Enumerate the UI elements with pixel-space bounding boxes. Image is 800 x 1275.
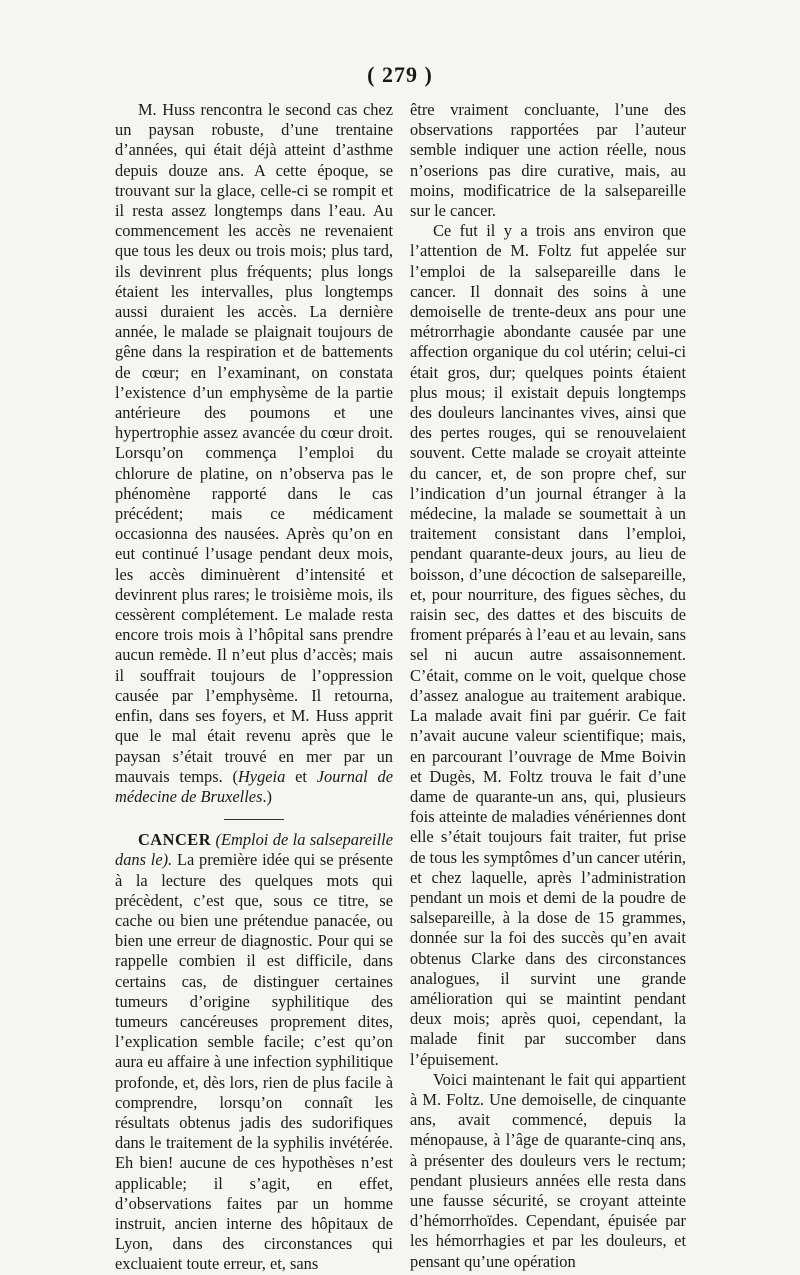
huss-case-paragraph: M. Huss rencontra le second cas chez un paysan robuste, d’une trentaine d’années, qui était déjà atteint d’asthme depuis douze ans. A cette époque, se trouvant sur la glace, celle-ci se rompit et il resta assez longtemps dans l’eau. Au commencement les accès ne revenaient que tous les deux ou trois mois; plus tard, ils devinrent plus fréquents; plus longs étaient les intervalles, plus longtemps aussi duraient les accès. La dernière année, le malade se plaignait toujours de gêne dans la respiration et de battements de cœur; en l’examinant, on constata l’existence d’un emphysème de la partie antérieure des poumons et une hypertrophie assez avancée du cœur droit. Lorsqu’on commença l’emploi du chlorure de platine, on n’observa pas le phénomène rapporté dans le cas précédent; mais ce médicament occasionna des nausées. Après qu’on en eut continué l’usage pendant deux mois, les accès diminuèrent d’intensité et devinrent plus rares; le troisième mois, ils cessèrent complétement. Le malade resta encore trois mois à l’hôpital sans prendre aucun remède. Il n’eut plus d’accès; mais il souffrait toujours de l’oppression causée par l’emphysème. Il retourna, enfin, dans ses foyers, et M. Huss apprit que le mal était revenu après que le paysan s’était trouvé en mer par un mauvais temps. (Hygeia et Journal de médecine de Bruxelles.) (115, 100, 393, 806)
cancer-paragraph (115, 830, 393, 1274)
source-hygeia: Hygeia (237, 766, 286, 786)
cancer-subtitle: (Emploi de la salsepareille dans le). (115, 830, 393, 870)
foltz-history-paragraph: Ce fut il y a trois ans environ que l’attention de M. Foltz fut appelée sur l’emploi de la salsepareille dans le cancer. Il donnait des soins à une demoiselle de trente-deux ans pour une métrorrhagie abondante causée par une affection organique du col utérin; celui-ci était gros, dur; quelques points étaient plus mous; il existait depuis longtemps des douleurs lancinantes vives, ainsi que des pertes rouges, qui se renouvelaient souvent. Cette malade se croyait atteinte du cancer, et, de son propre chef, sur l’indication d’un journal étranger à la médecine, la malade se soumettait à un traitement consistant dans l’emploi, pendant quarante-deux jours, au lieu de boisson, d’une décoction de salsepareille, et, pour nourriture, des figues sèches, du raisin sec, des dattes et des biscuits de froment préparés à l’eau et au levain, sans sel ni aucun autre assaisonnement. C’était, comme on le voit, quelque chose d’assez analogue au traitement arabique. La malade avait fini par guérir. Ce fait n’avait aucune valeur scientifique; mais, en parcourant l’ouvrage de Mme Boivin et Dugès, M. Foltz trouva le fait d’une dame de quarante-un ans, qui, plusieurs fois atteinte de maladies vénériennes dont elle s’était toujours fait traiter, fut prise de tous les symptômes d’un cancer utérin, et chez laquelle, après l’administration pendant un mois et demi de la poudre de salsepareille, à la dose de 15 grammes, donnée sur la foi des succès qu’en avait obtenus Clarke dans des circonstances analogues, il survint une grande amélioration qui se maintint pendant deux mois; après quoi, cependant, la malade finit par succomber dans l’épuisement. (410, 221, 686, 1069)
cancer-heading: CANCER (137, 830, 212, 850)
section-divider (224, 819, 284, 820)
cancer-text: La première idée qui se présente à la lecture des quelques mots qui précèdent, c’est que, sous ce titre, se cache ou bien une prétendue panacée, ou bien une erreur de diagnostic. Pour qui se rappelle combien il est difficile, dans certains cas, de distinguer certaines tumeurs d’origine syphilitique des tumeurs cancéreuses proprement dites, l’explication semble facile; c’est qu’on aura eu affaire à une infection syphilitique profonde, et, dès lors, rien de plus facile à comprendre, lorsqu’on connaît les résultats obtenus jadis des sudorifiques dans le traitement de la syphilis invétérée. Eh bien! aucune de ces hypothèses n’est applicable; il s’agit, en effet, d’observations faites par un homme instruit, ancien interne des hôpitaux de Lyon, dans des circonstances qui excluaient toute erreur, et, sans (115, 850, 393, 1274)
huss-case-text: M. Huss rencontra le second cas chez un paysan robuste, d’une trentaine d’années, qui était déjà atteint d’asthme depuis douze ans. A cette époque, se trouvant sur la glace, celle-ci se rompit et il resta assez longtemps dans l’eau. Au commencement les accès ne revenaient que tous les deux ou trois mois; plus tard, ils devinrent plus fréquents; plus longs étaient les intervalles, plus longtemps aussi duraient les accès. La dernière année, le malade se plaignait toujours de gêne dans la respiration et de battements de cœur; en l’examinant, on constata l’existence d’un emphysème de la partie antérieure des poumons et une hypertrophie assez avancée du cœur droit. Lorsqu’on commença l’emploi du chlorure de platine, on n’observa pas le phénomène rapporté dans le cas précédent; mais ce médicament occasionna des nausées. Après qu’on en eut continué l’usage pendant deux mois, les accès diminuèrent d’intensité et devinrent plus rares; le troisième mois, ils cessèrent complétement. Le malade resta encore trois mois à l’hôpital sans prendre aucun remède. Il n’eut plus d’accès; mais il souffrait toujours de l’oppression causée par l’emphysème. Il retourna, enfin, dans ses foyers, et M. Huss apprit que le mal était revenu après que le paysan s’était trouvé en mer par un mauvais temps. (115, 100, 393, 786)
continuation-paragraph: être vraiment concluante, l’une des observations rapportées par l’auteur semble indiquer une action réelle, nous n’oserions pas dire curative, mais, au moins, modificatrice de la salsepareille sur le cancer. (410, 100, 686, 221)
source-journal: Journal de médecine de Bruxelles (115, 766, 393, 806)
right-column (410, 100, 686, 1272)
left-column (115, 100, 393, 1275)
foltz-case-paragraph: Voici maintenant le fait qui appartient à M. Foltz. Une demoiselle, de cinquante ans, avait commencé, depuis la ménopause, à l’âge de quarante-cinq ans, à présenter des douleurs vers le rectum; pendant plusieurs années elle resta dans une fausse sécurité, se croyant atteinte d’hémorrhoïdes. Cependant, épuisée par les hémorrhagies et par les douleurs, et pensant qu’une opération (410, 1069, 686, 1271)
page-number: ( 279 ) (367, 62, 433, 87)
